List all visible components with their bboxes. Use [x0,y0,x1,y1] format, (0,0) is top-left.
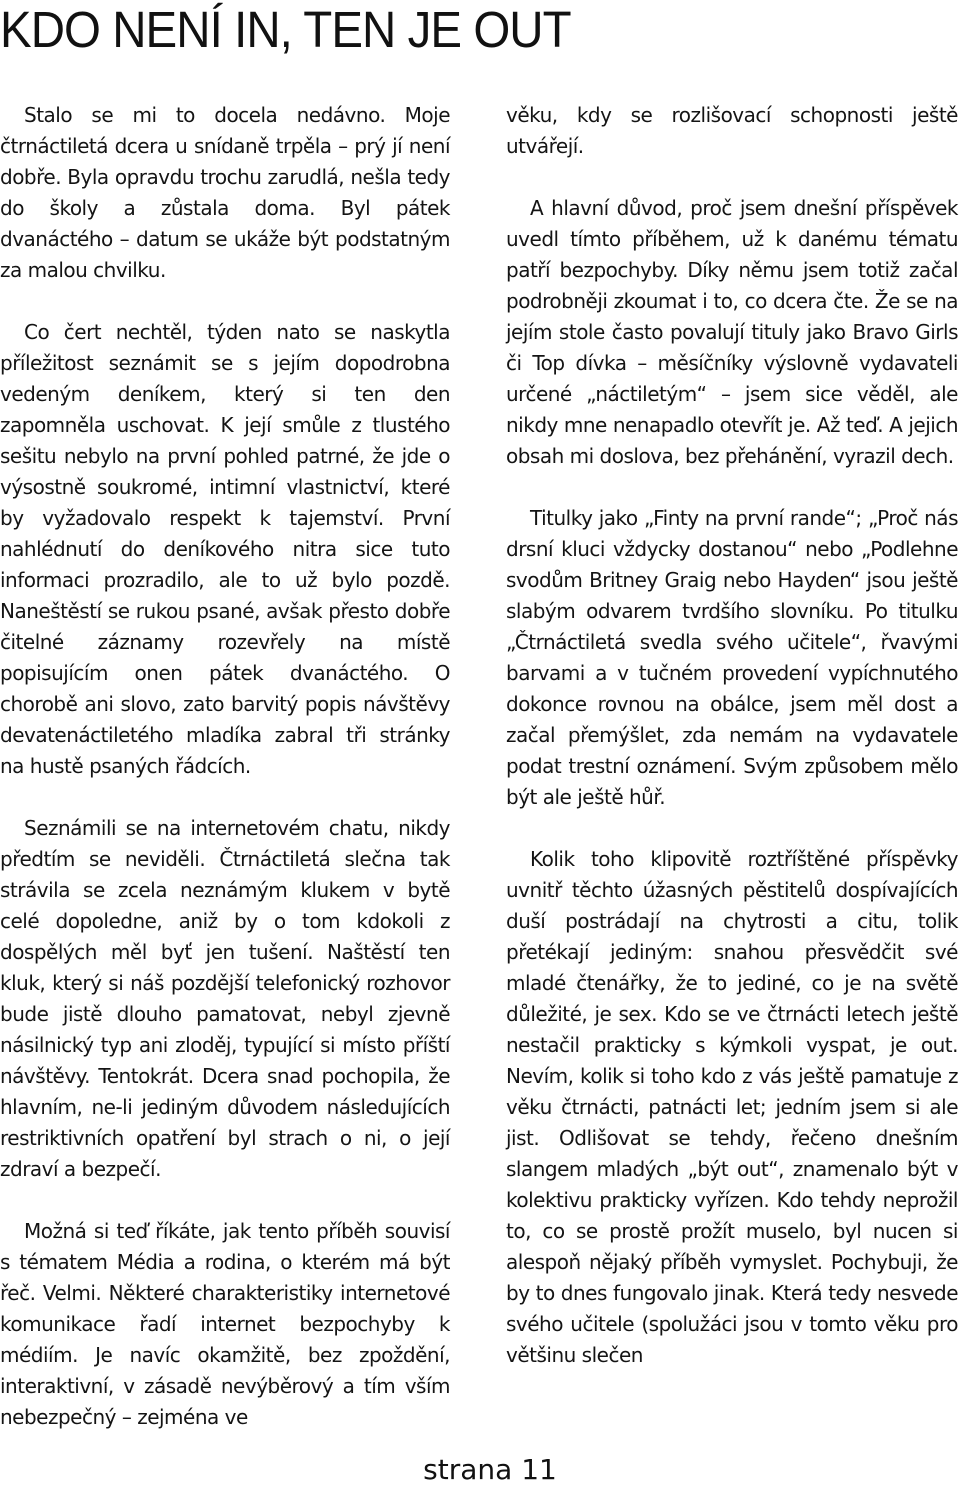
right-paragraph-4: Kolik toho klipovitě roztříštěné příspěvky uvnitř těchto úžasných pěstitelů dospívajících duší postrádají na chytrosti a citu, tolik přetékají jediným: snahou přesvědčit své mladé čtenářky, že to jediné, co je na světě důležité, je sex. Kdo se ve čtrnácti letech ještě nestačil prakticky s kýmkoli vyspat, je out. Nevím, kolik si toho kdo z vás ještě pamatuje z věku čtrnácti, patnácti let; jedním jsem si ale jist. Odlišovat se tehdy, řečeno dnešním slangem mladých „být out“, znamenalo být v kolektivu prakticky vyřízen. Kdo tehdy neprožil to, co se prostě prožít muselo, byl nucen si alespoň nějaký příběh vymyslet. Pochybuji, že by to dnes fungovalo jinak. Která tedy nesvede svého učitele (spolužáci jsou v tomto věku pro většinu slečen [506,847,958,1367]
left-paragraph-2: Co čert nechtěl, týden nato se naskytla příležitost seznámit se s jejím dopodrobna vedeným deníkem, který si ten den zapomněla uschovat. K její smůle z tlustého sešitu nebylo na první pohled patrné, že jde o výsostně soukromé, intimní vlastnictví, které by vyžadovalo respekt k tajemství. První nahlédnutí do deníkového nitra sice tuto informaci prozradilo, ale to už bylo pozdě. Naneštěstí se rukou psané, avšak přesto dobře čitelné záznamy rozevřely na místě popisujícím onen pátek dvanáctého. O chorobě ani slovo, zato barvitý popis návštěvy devatenáctiletého mladíka zabral tři stránky na hustě psaných řádcích. [0,320,450,778]
left-paragraph-1: Stalo se mi to docela nedávno. Moje čtrnáctiletá dcera u snídaně trpěla – prý jí není dobře. Byla opravdu trochu zarudlá, nešla tedy do školy a zůstala doma. Byl pátek dvanáctého – datum se ukáže být podstatným za malou chvilku. [0,103,450,282]
right-paragraph-3: Titulky jako „Finty na první rande“; „Proč nás drsní kluci vždycky dostanou“ nebo „Podlehne svodům Britney Graig nebo Hayden“ jsou ještě slabým odvarem tvrdšího slovníku. Po titulku „Čtrnáctiletá svedla svého učitele“, řvavými barvami a v tučném provedení vypíchnutého dokonce rovnou na obálce, jsem měl dost a začal přemýšlet, zda nemám na vydavatele podat trestní oznámení. Svým způsobem mělo být ale ještě hůř. [506,506,958,809]
left-column [0,100,450,1433]
page-number: strana 11 [423,1453,557,1486]
right-paragraph-1: věku, kdy se rozlišovací schopnosti ještě utvářejí. [506,103,958,158]
left-paragraph-3: Seznámili se na internetovém chatu, nikdy předtím se neviděli. Čtrnáctiletá slečna tak strávila se zcela neznámým klukem v bytě celé dopoledne, aniž by o tom kdokoli z dospělých měl byť jen tušení. Naštěstí ten kluk, který si náš pozdější telefonický rozhovor bude jistě dlouho pamatovat, nebyl zjevně násilnický typ ani zloděj, typující si místo příští návštěvy. Tentokrát. Dcera snad pochopila, že hlavním, ne-li jediným důvodem následujících restriktivních opatření byl strach o ni, o její zdraví a bezpečí. [0,816,450,1181]
right-column [506,100,958,1371]
right-paragraph-2: A hlavní důvod, proč jsem dnešní příspěvek uvedl tímto příběhem, už k danému tématu patří bezpochyby. Díky němu jsem totiž začal podrobněji zkoumat i to, co dcera čte. Že se na jejím stole často povalují tituly jako Bravo Girls či Top dívka – měsíčníky výslovně vydavateli určené „náctiletým“ – jsem sice věděl, ale nikdy mne nenapadlo otevřít je. Až teď. A jejich obsah mi doslova, bez přehánění, vyrazil dech. [506,196,958,468]
left-paragraph-4: Možná si teď říkáte, jak tento příběh souvisí s tématem Média a rodina, o kterém má být řeč. Velmi. Některé charakteristiky internetové komunikace řadí internet bezpochyby k médiím. Je navíc okamžitě, bez zpoždění, interaktivní, v zásadě nevýběrový a tím vším nebezpečný – zejména ve [0,1219,450,1429]
article-title: KDO NENÍ IN, TEN JE OUT [0,1,571,58]
